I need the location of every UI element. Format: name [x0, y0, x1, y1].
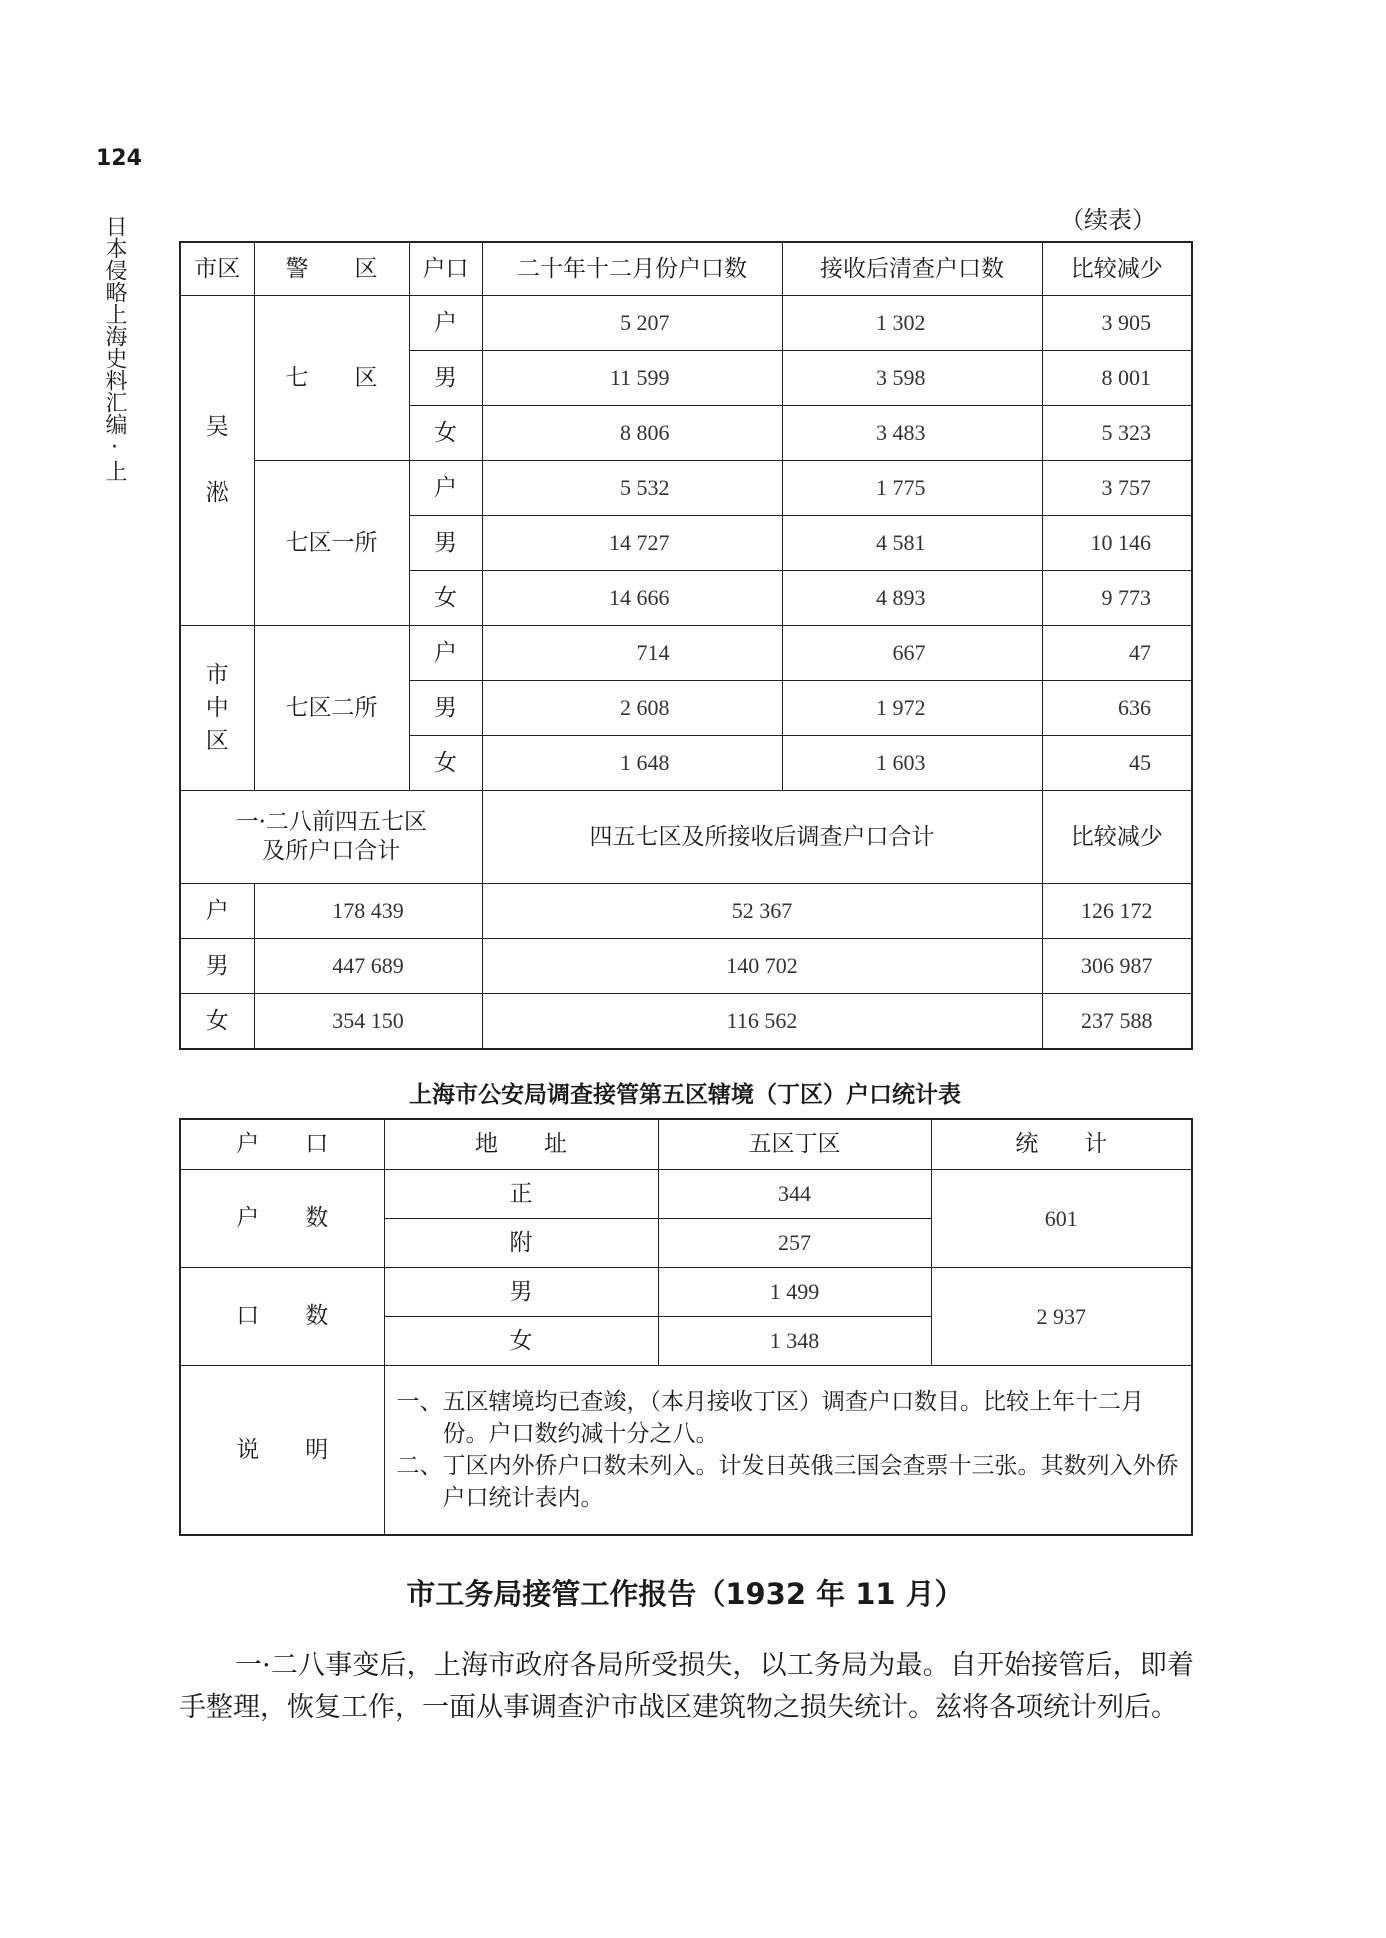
value-cell: 14 666 — [482, 571, 782, 626]
value-cell: 1 603 — [782, 736, 1042, 791]
header-cell: 五区丁区 — [658, 1119, 931, 1170]
summary-header-cell: 四五七区及所接收后调查户口合计 — [482, 791, 1042, 884]
table-header-row — [180, 242, 1192, 296]
type-cell: 女 — [409, 406, 482, 461]
header-cell: 市区 — [180, 242, 254, 296]
value-cell: 1 499 — [658, 1268, 931, 1317]
type-cell: 女 — [180, 994, 254, 1050]
summary-header-row — [180, 791, 1192, 884]
section-title: 市工务局接管工作报告（1932 年 11 月） — [406, 1577, 964, 1611]
value-cell: 178 439 — [254, 884, 482, 939]
value-cell: 5 207 — [482, 296, 782, 351]
value-cell: 116 562 — [482, 994, 1042, 1050]
summary-header-cell: 比较减少 — [1042, 791, 1192, 884]
table-header-row — [180, 1119, 1192, 1170]
continued-label: （续表） — [1060, 206, 1156, 234]
note-line: 一、五区辖境均已查竣，（本月接收丁区）调查户口数目。比较上年十二月份。户口数约减十分之八。 — [396, 1389, 1144, 1447]
type-cell: 男 — [180, 939, 254, 994]
district-cell: 吴 淞 — [180, 296, 254, 626]
note-label-cell: 说 明 — [180, 1366, 384, 1536]
total-cell: 2 937 — [931, 1268, 1192, 1366]
value-cell: 1 972 — [782, 681, 1042, 736]
address-cell: 男 — [384, 1268, 658, 1317]
type-cell: 男 — [409, 351, 482, 406]
table-row — [180, 296, 1192, 351]
summary-header-cell: 一·二八前四五七区 及所户口合计 — [180, 791, 482, 884]
value-cell: 5 532 — [482, 461, 782, 516]
header-cell: 户 口 — [180, 1119, 384, 1170]
value-cell: 1 348 — [658, 1317, 931, 1366]
value-cell: 14 727 — [482, 516, 782, 571]
value-cell: 8 806 — [482, 406, 782, 461]
value-cell: 3 905 — [1042, 296, 1192, 351]
type-cell: 户 — [409, 461, 482, 516]
header-cell: 户口 — [409, 242, 482, 296]
value-cell: 3 757 — [1042, 461, 1192, 516]
value-cell: 667 — [782, 626, 1042, 681]
summary-row — [180, 939, 1192, 994]
value-cell: 8 001 — [1042, 351, 1192, 406]
value-cell: 636 — [1042, 681, 1192, 736]
table-row — [180, 1170, 1192, 1219]
value-cell: 10 146 — [1042, 516, 1192, 571]
value-cell: 3 483 — [782, 406, 1042, 461]
summary-row — [180, 994, 1192, 1050]
type-cell: 女 — [409, 736, 482, 791]
police-district-cell: 七区二所 — [254, 626, 409, 791]
address-cell: 正 — [384, 1170, 658, 1219]
value-cell: 1 302 — [782, 296, 1042, 351]
body-paragraph: 一·二八事变后，上海市政府各局所受损失，以工务局为最。自开始接管后，即着手整理，恢复工作，一面从事调查沪市战区建筑物之损失统计。兹将各项统计列后。 — [179, 1650, 1194, 1723]
district5-population-table — [179, 1118, 1193, 1536]
value-cell: 5 323 — [1042, 406, 1192, 461]
population-table-continued — [179, 241, 1193, 1050]
page-number: 124 — [96, 146, 142, 171]
value-cell: 4 893 — [782, 571, 1042, 626]
table-title: 上海市公安局调查接管第五区辖境（丁区）户口统计表 — [409, 1082, 961, 1108]
type-cell: 女 — [409, 571, 482, 626]
district-cell: 市 中 区 — [180, 626, 254, 791]
value-cell: 714 — [482, 626, 782, 681]
value-cell: 140 702 — [482, 939, 1042, 994]
value-cell: 126 172 — [1042, 884, 1192, 939]
type-cell: 男 — [409, 516, 482, 571]
value-cell: 344 — [658, 1170, 931, 1219]
summary-row — [180, 884, 1192, 939]
value-cell: 52 367 — [482, 884, 1042, 939]
table-row — [180, 1268, 1192, 1317]
total-cell: 601 — [931, 1170, 1192, 1268]
type-cell: 户 — [409, 296, 482, 351]
header-cell: 比较减少 — [1042, 242, 1192, 296]
value-cell: 45 — [1042, 736, 1192, 791]
header-cell: 二十年十二月份户口数 — [482, 242, 782, 296]
value-cell: 257 — [658, 1219, 931, 1268]
value-cell: 2 608 — [482, 681, 782, 736]
table-row — [180, 461, 1192, 516]
value-cell: 47 — [1042, 626, 1192, 681]
header-cell: 统 计 — [931, 1119, 1192, 1170]
header-cell: 接收后清查户口数 — [782, 242, 1042, 296]
header-cell: 地 址 — [384, 1119, 658, 1170]
value-cell: 354 150 — [254, 994, 482, 1050]
type-cell: 户 — [409, 626, 482, 681]
value-cell: 9 773 — [1042, 571, 1192, 626]
police-district-cell: 七 区 — [254, 296, 409, 461]
note-cell — [384, 1366, 1192, 1536]
value-cell: 1 775 — [782, 461, 1042, 516]
note-line: 二、丁区内外侨户口数未列入。计发日英俄三国会查票十三张。其数列入外侨户口统计表内。 — [396, 1453, 1179, 1511]
header-cell: 警 区 — [254, 242, 409, 296]
table-row — [180, 626, 1192, 681]
value-cell: 237 588 — [1042, 994, 1192, 1050]
value-cell: 3 598 — [782, 351, 1042, 406]
type-cell: 男 — [409, 681, 482, 736]
value-cell: 4 581 — [782, 516, 1042, 571]
value-cell: 306 987 — [1042, 939, 1192, 994]
address-cell: 女 — [384, 1317, 658, 1366]
type-cell: 户 — [180, 884, 254, 939]
address-cell: 附 — [384, 1219, 658, 1268]
group-label-cell: 口 数 — [180, 1268, 384, 1366]
value-cell: 11 599 — [482, 351, 782, 406]
group-label-cell: 户 数 — [180, 1170, 384, 1268]
police-district-cell: 七区一所 — [254, 461, 409, 626]
value-cell: 447 689 — [254, 939, 482, 994]
value-cell: 1 648 — [482, 736, 782, 791]
note-row — [180, 1366, 1192, 1536]
running-title: 日本侵略上海史料汇编·上 — [102, 215, 127, 482]
